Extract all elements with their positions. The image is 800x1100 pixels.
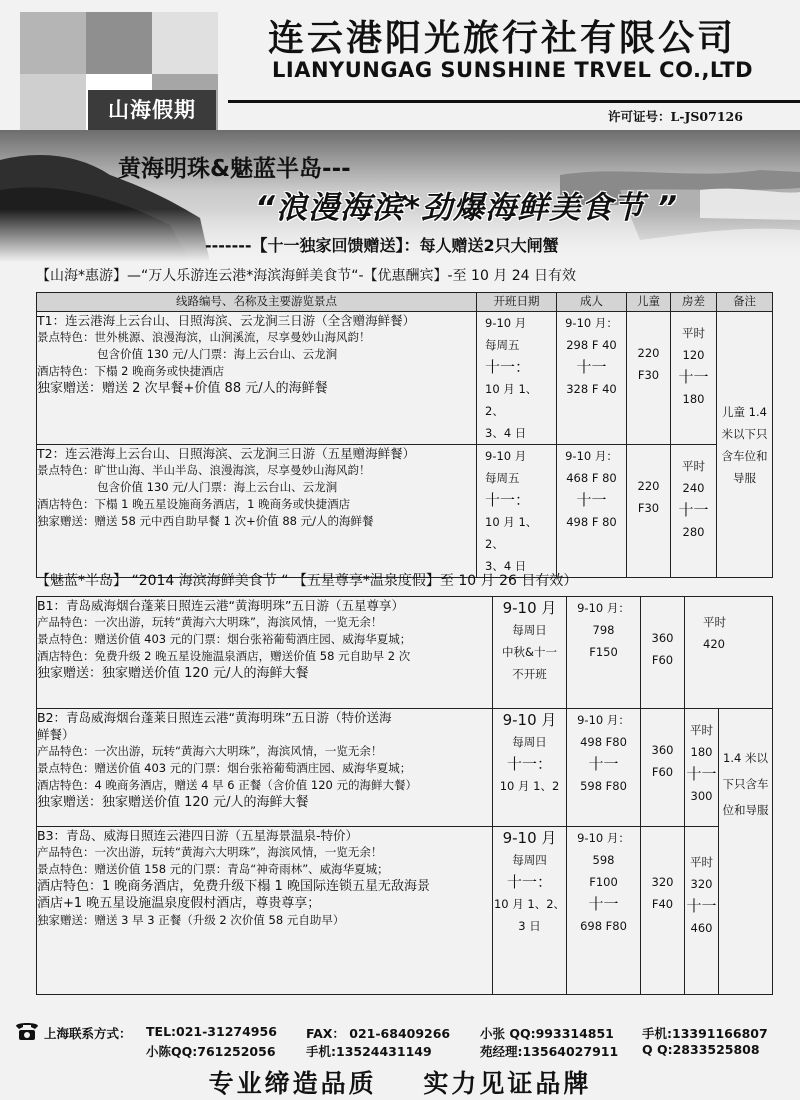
room-diff-cell: 平时 320 十一 460 (685, 827, 719, 995)
col-header: 成人 (557, 293, 627, 312)
route-description: T2：连云港海上云台山、日照海滨、云龙涧三日游（五星赠海鲜餐） 景点特色：旷世山海、半山半岛、浪漫海滨，尽享曼妙山海风韵！ 包含价值 130 元/人门票：海上云台山、云龙涧 酒店特色：下榻 1 晚五星设施商务酒店，1 晚商务或快捷酒店 独家赠送：赠送 58 元中西自助早餐 1 次+价值 88 元/人的海鲜餐 (37, 445, 477, 578)
col-header: 备注 (717, 293, 773, 312)
room-diff-cell: 平时 120 十一 180 (671, 312, 717, 445)
table-row (37, 445, 773, 578)
child-price-cell: 360 F60 (641, 597, 685, 709)
col-header: 线路编号、名称及主要游览景点 (37, 293, 477, 312)
banner-title: 黄海明珠&魅蓝半岛--- (118, 156, 351, 182)
contact-manager: 苑经理:13564027911 (480, 1044, 619, 1059)
section1-table (36, 292, 773, 578)
adult-price-cell: 9-10 月： 468 F 80 十一 498 F 80 (557, 445, 627, 578)
table-row (37, 827, 773, 995)
route-description: T1：连云港海上云台山、日照海滨、云龙涧三日游（全含赠海鲜餐） 景点特色：世外桃源、浪漫海滨，山涧溪流，尽享曼妙山海风韵！ 包含价值 130 元/人门票：海上云台山、云龙涧 酒店特色：下榻 2 晚商务或快捷酒店 独家赠送：赠送 2 次早餐+价值 88 元/人的海鲜餐 (37, 312, 477, 445)
adult-price-cell: 9-10 月： 498 F80 十一 598 F80 (567, 709, 641, 827)
schedule-cell: 9-10 月 每周五 十一： 10 月 1、2、 3、4 日 (477, 445, 557, 578)
footer-slogan: 专业缔造品质 实力见证品牌 (208, 1069, 592, 1098)
contact-zhang-qq: 小张 QQ:993314851 (480, 1026, 614, 1041)
contact-fax: FAX： 021-68409266 (306, 1026, 451, 1041)
col-header: 开班日期 (477, 293, 557, 312)
contact-tel: TEL:021-31274956 (146, 1024, 277, 1039)
room-diff-cell: 平时 420 (685, 597, 773, 709)
adult-price-cell: 9-10 月： 598 F100 十一 698 F80 (567, 827, 641, 995)
company-name-en: LIANYUNGAG SUNSHINE TRVEL CO.,LTD (272, 58, 754, 82)
col-header: 儿童 (627, 293, 671, 312)
table-row (37, 312, 773, 445)
col-header: 房差 (671, 293, 717, 312)
schedule-cell: 9-10 月 每周日 十一： 10 月 1、2 (493, 709, 567, 827)
header-divider (228, 100, 800, 103)
table-row (37, 597, 773, 709)
contact-mobile-2: 手机:13524431149 (306, 1044, 432, 1059)
license-number: 许可证号：L-JS07126 (608, 109, 743, 124)
schedule-cell: 9-10 月 每周五 十一： 10 月 1、2、 3、4 日 (477, 312, 557, 445)
child-price-cell: 320 F40 (641, 827, 685, 995)
route-description: B1：青岛威海烟台蓬莱日照连云港“黄海明珠”五日游（五星尊享） 产品特色：一次出游，玩转“黄海六大明珠”，海滨风情，一览无余！ 景点特色：赠送价值 403 元的门票：烟台张裕葡萄酒庄园、威海华夏城； 酒店特色：免费升级 2 晚五星设施温泉酒店，赠送价值 58 元自助早 2 次 独家赠送：独家赠送价值 120 元/人的海鲜大餐 (37, 597, 493, 709)
schedule-cell: 9-10 月 每周四 十一： 10 月 1、2、 3 日 (493, 827, 567, 995)
contact-label: 上海联系方式： (44, 1026, 132, 1041)
table-row (37, 709, 773, 827)
section2-table (36, 596, 773, 995)
child-price-cell: 220 F30 (627, 445, 671, 578)
table-header-row (37, 293, 773, 312)
contact-qq: Q Q:2833525808 (642, 1042, 760, 1057)
child-price-cell: 360 F60 (641, 709, 685, 827)
room-diff-cell: 平时 180 十一 300 (685, 709, 719, 827)
brand-logo: 山海假期 (88, 90, 216, 130)
remarks-cell: 儿童 1.4 米以下只含车位和导服 (717, 312, 773, 578)
promo-line: -------【十一独家回馈赠送】：每人赠送2只大闸蟹 (205, 236, 559, 255)
schedule-cell: 9-10 月 每周日 中秋&十一 不开班 (493, 597, 567, 709)
contact-chen-qq: 小陈QQ:761252056 (146, 1044, 276, 1059)
phone-icon (14, 1020, 40, 1042)
route-description: B2：青岛威海烟台蓬莱日照连云港“黄海明珠”五日游（特价送海 鲜餐） 产品特色：一次出游，玩转“黄海六大明珠”，海滨风情，一览无余！ 景点特色：赠送价值 403 元的门票：烟台张裕葡萄酒庄园、威海华夏城； 酒店特色：4 晚商务酒店，赠送 4 早 6 正餐（含价值 120 元的海鲜大餐） 独家赠送：独家赠送价值 120 元/人的海鲜大餐 (37, 709, 493, 827)
adult-price-cell: 9-10 月： 798 F150 (567, 597, 641, 709)
route-description: B3：青岛、威海日照连云港四日游（五星海景温泉-特价） 产品特色：一次出游，玩转“黄海六大明珠”，海滨风情，一览无余！ 景点特色：赠送价值 158 元的门票：青岛“神奇雨林”、威海华夏城； 酒店特色：1 晚商务酒店，免费升级下榻 1 晚国际连锁五星无敌海景 酒店+1 晚五星设施温泉度假村酒店，尊贵尊享； 独家赠送：赠送 3 早 3 正餐（升级 2 次价值 58 元自助早） (37, 827, 493, 995)
banner-headline: “浪漫海滨*劲爆海鲜美食节 ” (255, 190, 678, 226)
adult-price-cell: 9-10 月： 298 F 40 十一 328 F 40 (557, 312, 627, 445)
child-price-cell: 220 F30 (627, 312, 671, 445)
contact-block (14, 1018, 794, 1060)
remarks-cell: 1.4 米以下只含车位和导服 (719, 709, 773, 995)
contact-mobile-1: 手机:13391166807 (642, 1026, 768, 1041)
section2-header: 【魅蓝*半岛】 “2014 海滨海鲜美食节 “ 【五星尊享*温泉度假】至 10 月 26 日有效） (36, 573, 578, 589)
section1-header: 【山海*惠游】—“万人乐游连云港*海滨海鲜美食节“-【优惠酬宾】-至 10 月 24 日有效 (36, 268, 577, 284)
room-diff-cell: 平时 240 十一 280 (671, 445, 717, 578)
company-name-cn: 连云港阳光旅行社有限公司 (268, 18, 737, 59)
